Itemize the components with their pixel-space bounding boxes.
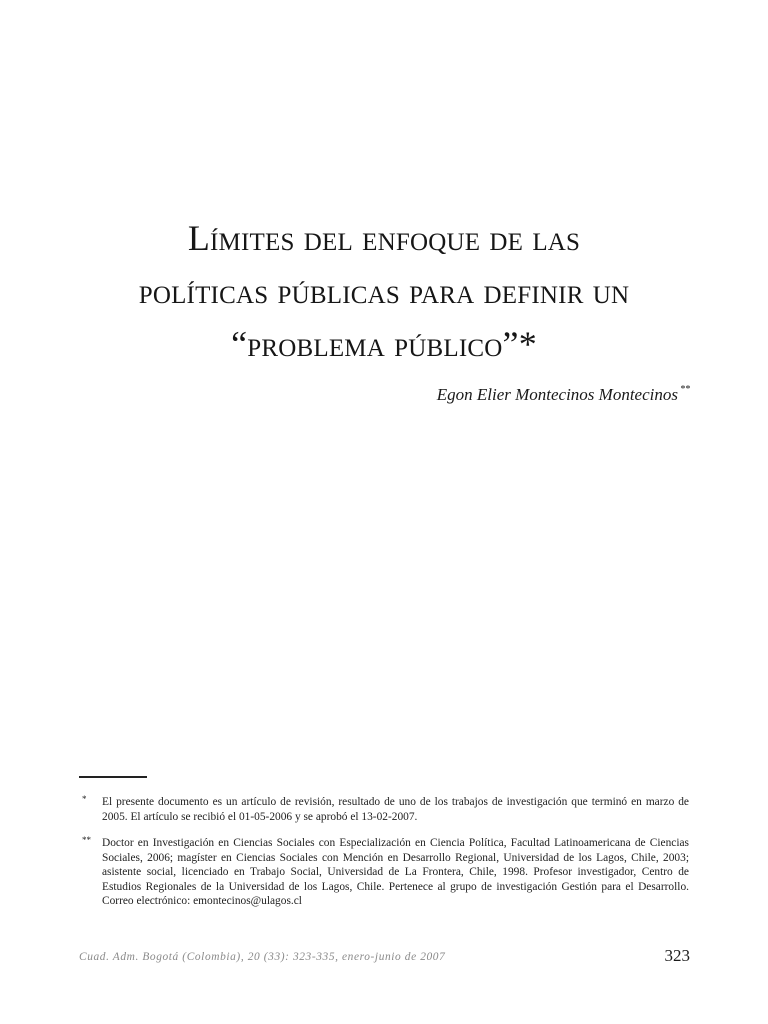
footnote-mark: ** xyxy=(82,835,91,845)
page-number: 323 xyxy=(664,946,690,965)
author-name: Egon Elier Montecinos Montecinos xyxy=(436,385,678,404)
author-footnote-mark: ** xyxy=(680,384,690,395)
footnote-text: El presente documento es un artículo de revisión, resultado de uno de los trabajos de investigación que terminó en marzo de 2005. El artículo se recibió el 01-05-2006 y se aprobó el 13-02-2007. xyxy=(102,796,689,823)
footnote xyxy=(79,836,689,909)
article-title xyxy=(60,212,708,371)
title-line: Límites del enfoque de las xyxy=(187,218,581,258)
footnote xyxy=(79,795,689,824)
footnote-mark: * xyxy=(82,794,87,804)
journal-citation: Cuad. Adm. Bogotá (Colombia), 20 (33): 323-335, enero-junio de 2007 xyxy=(79,951,446,963)
author-line xyxy=(437,384,690,405)
title-line: “problema público”* xyxy=(231,324,537,364)
footnote-separator xyxy=(79,776,147,778)
footnote-text: Doctor en Investigación en Ciencias Sociales con Especialización en Ciencia Política, Facultad Latinoamericana de Ciencias Sociales, 2006; magíster en Ciencias Sociales con Mención en Desarrollo Regional, Universidad de los Lagos, Chile, 2003; asistente social, licenciado en Trabajo Social, Universidad de La Frontera, Chile, 1998. Profesor investigador, Centro de Estudios Regionales de la Universidad de los Lagos, Chile. Pertenece al grupo de investigación Gestión para el Desarrollo. Correo electrónico: emontecinos@ulagos.cl xyxy=(102,837,689,908)
title-line: políticas públicas para definir un xyxy=(138,271,630,311)
